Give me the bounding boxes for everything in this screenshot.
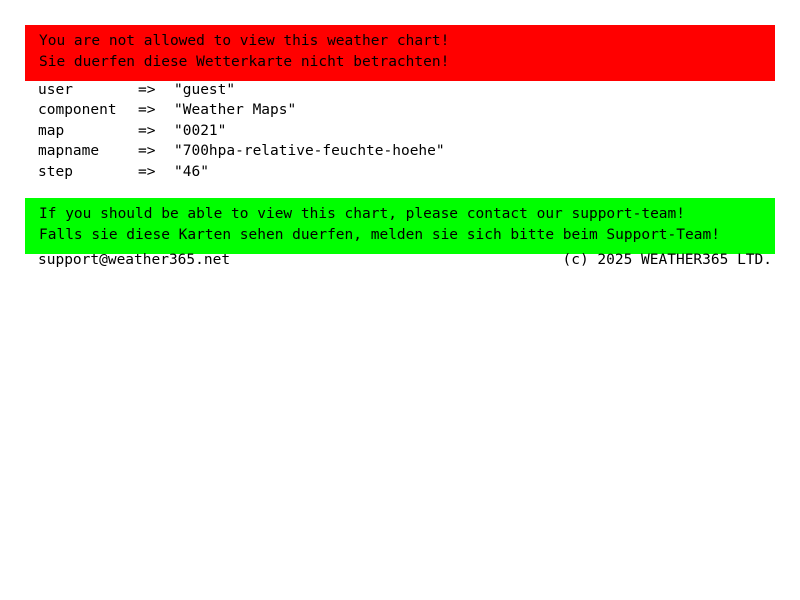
parameter-key: user [38,82,73,98]
parameter-key: mapname [38,143,100,160]
parameter-row-step [38,162,445,182]
parameter-key: step [38,163,73,180]
parameter-arrow: => [138,163,156,180]
error-banner-line-en: You are not allowed to view this weather chart! [39,33,450,49]
info-banner-line-en: If you should be able to view this chart, please contact our support-team! [39,206,686,222]
copyright-text: (c) 2025 WEATHER365 LTD. [562,252,772,268]
parameter-value: "0021" [174,122,227,139]
error-banner-line-de: Sie duerfen diese Wetterkarte nicht betrachten! [39,54,450,70]
parameter-arrow: => [138,122,156,139]
info-banner [25,198,775,254]
parameter-value: "guest" [174,82,236,98]
parameter-arrow: => [138,143,156,160]
parameter-key: component [38,102,117,119]
parameter-row-map [38,121,445,141]
parameter-value: "Weather Maps" [174,102,297,119]
parameter-list [38,80,445,182]
parameter-row-user [38,80,445,100]
parameter-arrow: => [138,102,156,119]
error-banner [25,25,775,81]
parameter-arrow: => [138,82,156,98]
parameter-value: "46" [174,163,209,180]
info-banner-line-de: Falls sie diese Karten sehen duerfen, melden sie sich bitte beim Support-Team! [39,227,720,243]
support-email-link[interactable]: support@weather365.net [38,252,231,268]
parameter-key: map [38,122,65,139]
parameter-row-component [38,100,445,120]
footer [38,250,772,270]
parameter-value: "700hpa-relative-feuchte-hoehe" [174,143,445,160]
parameter-row-mapname [38,141,445,161]
